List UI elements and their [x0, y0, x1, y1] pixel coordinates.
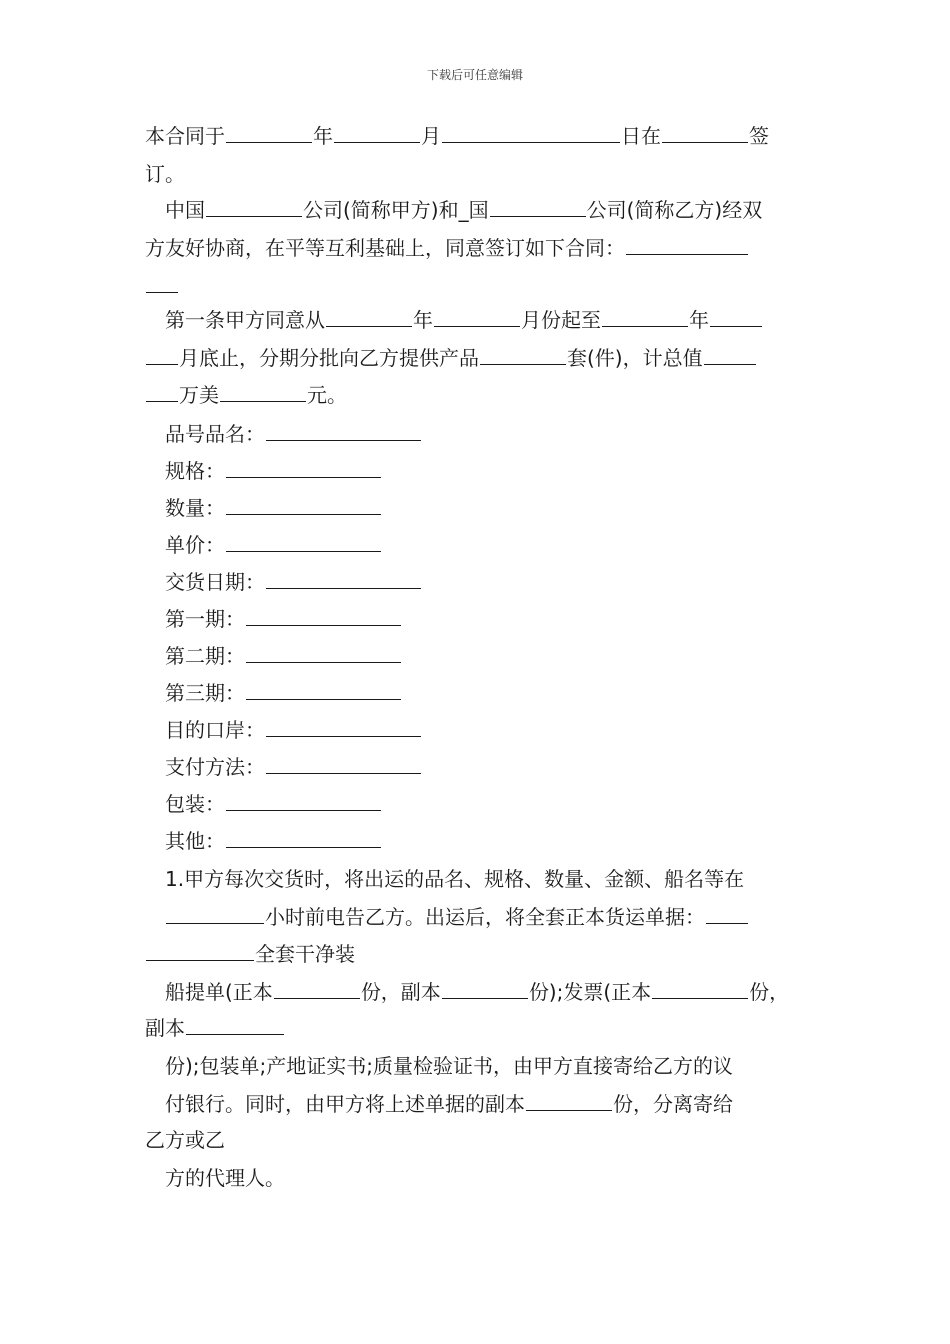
clause-1-line-3 [145, 940, 355, 968]
clause-1-line [165, 865, 744, 893]
field-label: 第二期： [165, 644, 245, 668]
blank-party-a[interactable] [206, 196, 302, 217]
text: 年 [689, 308, 709, 332]
clause-1-line-5 [145, 1014, 285, 1042]
field-quantity [165, 494, 382, 522]
field-blank[interactable] [266, 753, 421, 774]
article-1-line-2 [145, 344, 757, 372]
text: 份);包装单;产地证实书;质量检验证书，由甲方直接寄给乙方的议 [165, 1054, 734, 1078]
text: 份);发票(正本 [528, 980, 652, 1004]
field-phase-1 [165, 605, 402, 633]
field-product-name [165, 420, 422, 448]
text: 签 [749, 124, 769, 148]
blank-bl-copy[interactable] [442, 978, 528, 999]
text: 份，分离寄给 [613, 1092, 733, 1116]
field-label: 交货日期： [165, 570, 265, 594]
blank-invoice-original[interactable] [652, 978, 748, 999]
blank-usd[interactable] [220, 381, 306, 402]
field-blank[interactable] [226, 790, 381, 811]
clause-1-line-8 [145, 1126, 225, 1154]
blank-party-b[interactable] [490, 196, 586, 217]
field-blank[interactable] [246, 679, 401, 700]
blank-contract-cont[interactable] [146, 272, 178, 293]
text: 元。 [307, 383, 347, 407]
article-1-line-3 [145, 381, 347, 409]
field-label: 包装： [165, 792, 225, 816]
article-1-line [165, 306, 763, 334]
field-spec [165, 457, 382, 485]
blank-total-cont[interactable] [146, 381, 178, 402]
text: 船提单(正本 [165, 980, 273, 1004]
text: 付银行。同时，由甲方将上述单据的副本 [165, 1092, 525, 1116]
text: 本合同于 [145, 124, 225, 148]
field-blank[interactable] [266, 568, 421, 589]
field-destination-port [165, 716, 422, 744]
field-label: 数量： [165, 496, 225, 520]
blank-hours[interactable] [166, 903, 264, 924]
text: 月 [421, 124, 441, 148]
text: 月底止，分期分批向乙方提供产品 [179, 346, 479, 370]
signing-date-line [145, 122, 769, 150]
field-blank[interactable] [226, 494, 381, 515]
text: 份，副本 [360, 980, 441, 1004]
text: 日在 [621, 124, 661, 148]
blank-place[interactable] [662, 122, 748, 143]
signing-date-line-2 [145, 160, 185, 188]
field-blank[interactable] [266, 420, 421, 441]
field-packaging [165, 790, 382, 818]
field-delivery-date [165, 568, 422, 596]
field-label: 第三期： [165, 681, 245, 705]
clause-1-line-6 [165, 1052, 733, 1080]
clause-1-line-7 [165, 1090, 733, 1118]
blank-docs-cont[interactable] [146, 940, 254, 961]
field-blank[interactable] [226, 457, 381, 478]
text: 月份起至 [521, 308, 601, 332]
field-label: 其他： [165, 829, 225, 853]
blank-end-month[interactable] [710, 306, 762, 327]
field-blank[interactable] [266, 716, 421, 737]
field-blank[interactable] [246, 605, 401, 626]
field-label: 支付方法： [165, 755, 265, 779]
field-label: 目的口岸： [165, 718, 265, 742]
field-blank[interactable] [226, 827, 381, 848]
blank-year[interactable] [226, 122, 312, 143]
blank-total[interactable] [704, 344, 756, 365]
text: 公司(简称甲方)和_国 [303, 198, 489, 222]
text: 乙方或乙 [145, 1128, 225, 1152]
text: 年 [413, 308, 433, 332]
field-other [165, 827, 382, 855]
blank-end-month-cont[interactable] [146, 344, 178, 365]
blank-month[interactable] [334, 122, 420, 143]
field-label: 第一期： [165, 607, 245, 631]
field-unit-price [165, 531, 382, 559]
field-phase-2 [165, 642, 402, 670]
text: 公司(简称乙方)经双 [586, 198, 763, 222]
field-label: 单价： [165, 533, 225, 557]
text: 套(件)，计总值 [567, 346, 703, 370]
blank-invoice-copy[interactable] [186, 1014, 284, 1035]
parties-line [165, 196, 762, 224]
clause-1-line-2 [165, 903, 749, 931]
field-phase-3 [165, 679, 402, 707]
blank-end-year[interactable] [602, 306, 688, 327]
blank-start-month[interactable] [434, 306, 520, 327]
blank-day[interactable] [442, 122, 620, 143]
text: 中国 [165, 198, 205, 222]
page-header: 下载后可任意编辑 [426, 68, 523, 82]
text: 第一条甲方同意从 [165, 308, 325, 332]
text: 份， [749, 980, 790, 1004]
text: 年 [313, 124, 333, 148]
parties-line-3 [145, 272, 179, 300]
blank-docs[interactable] [706, 903, 748, 924]
text: 方友好协商，在平等互利基础上，同意签订如下合同： [145, 236, 625, 260]
field-blank[interactable] [226, 531, 381, 552]
text: 全套干净装 [255, 942, 355, 966]
text: 万美 [179, 383, 219, 407]
text: 订。 [145, 162, 185, 186]
text: 1.甲方每次交货时，将出运的品名、规格、数量、金额、船名等在 [165, 867, 745, 891]
text: 方的代理人。 [165, 1166, 285, 1190]
field-label: 规格： [165, 459, 225, 483]
blank-quantity[interactable] [480, 344, 566, 365]
field-payment-method [165, 753, 422, 781]
blank-bl-original[interactable] [274, 978, 360, 999]
field-label: 品号品名： [165, 422, 265, 446]
blank-contract[interactable] [626, 234, 748, 255]
blank-copies[interactable] [526, 1090, 612, 1111]
field-blank[interactable] [246, 642, 401, 663]
clause-1-line-9 [165, 1164, 285, 1192]
clause-1-line-4 [165, 978, 789, 1006]
parties-line-2 [145, 234, 749, 262]
text: 小时前电告乙方。出运后，将全套正本货运单据： [265, 905, 705, 929]
blank-start-year[interactable] [326, 306, 412, 327]
text: 副本 [145, 1016, 185, 1040]
